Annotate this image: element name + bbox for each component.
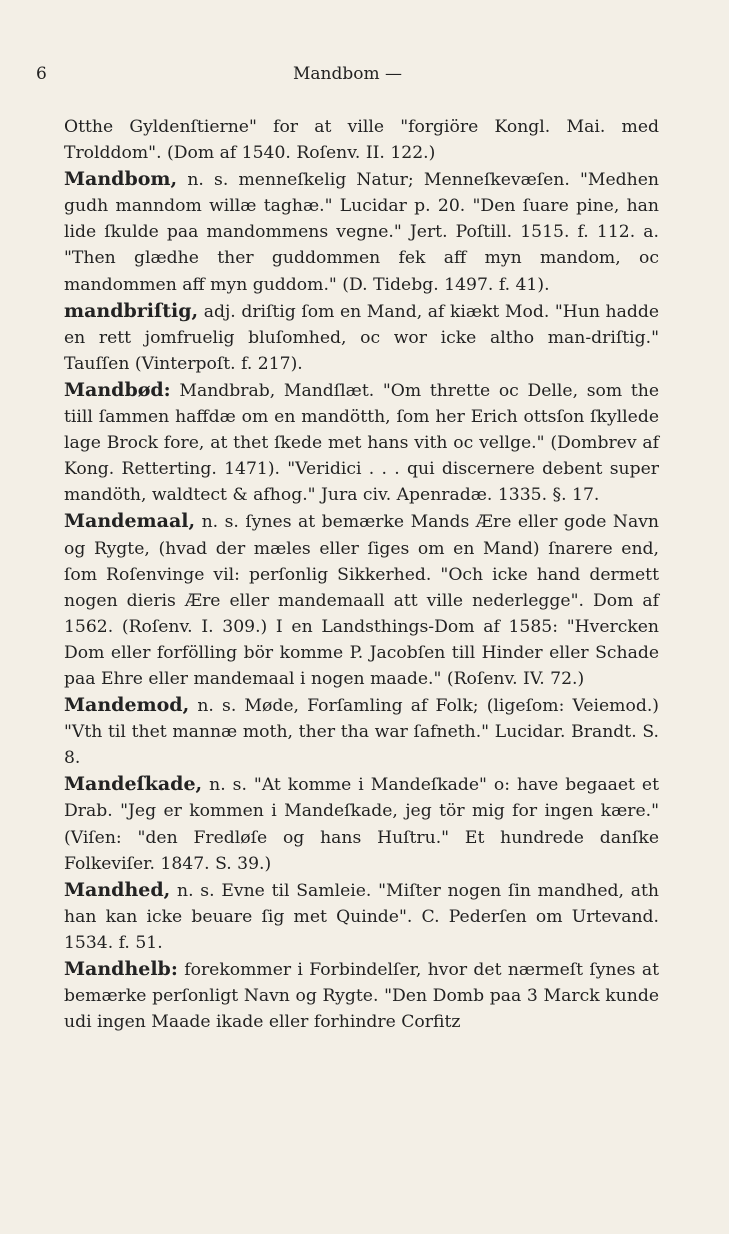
page-body	[64, 114, 659, 1035]
page-header	[36, 64, 659, 90]
entry-text: n. s. menneſkelig Natur; Menneſkevæſen. "Medhen gudh manndom willæ taghæ." Lucidar p. 20. "Den ſuare pine, han lide ſkulde paa mandommens vegne." Jert. Poſtill. 1515. f. 112. a. "Then glædhe ther guddommen fek aff myn mandom, oc mandommen aff myn guddom." (D. Tidebg. 1497. f. 41).	[64, 170, 659, 295]
entry	[64, 377, 659, 508]
entry	[64, 692, 659, 771]
entry-continuation	[64, 114, 659, 166]
entry	[64, 877, 659, 956]
entry-headword: Mandbød:	[64, 378, 171, 401]
entry	[64, 298, 659, 377]
entry-text: n. s. "At komme i Mandeſkade" o: have begaaet et Drab. "Jeg er kommen i Mandeſkade, jeg tör mig for ingen kære." (Viſen: "den Fredløſe og hans Huſtru." Et hundrede danſke Folkeviſer. 1847. S. 39.)	[64, 775, 660, 874]
entry-headword: Mandhelb:	[64, 958, 178, 980]
entry-text: Mandbrab, Mandſlæt. "Om thrette oc Delle, som the tiill ſammen haffdæ om en mandötth, ſom her Erich ottsſon ſkyllede lage Brock fore, at thet ſkede met hans vith oc vellge." (Dombrev af Kong. Retterting. 1471). "Veridici . . . qui discernere debent super mandöth, waldtect & afhog." Jura civ. Apenradæ. 1335. §. 17.	[64, 380, 659, 506]
entry-headword: Mandeſkade,	[64, 773, 203, 796]
entry	[64, 508, 659, 692]
entry-headword: Mandbom,	[64, 168, 178, 191]
entry-text: n. s. Møde, Forſamling af Folk; (ligeſom: Veiemod.) "Vth til thet mannæ moth, ther tha war ſafneth." Lucidar. Brandt. S. 8.	[64, 696, 659, 769]
entry-headword: Mandhed,	[64, 878, 171, 901]
entry	[64, 166, 659, 297]
entry-text: forekommer i Forbindelſer, hvor det nærmeſt ſynes at bemærke perſonligt Navn og Rygte. "Den Domb paa 3 Marck kunde udi ingen Maade ikade eller forhindre Corfitz	[64, 960, 659, 1033]
entry	[64, 771, 659, 876]
entry	[64, 956, 659, 1035]
entry-text: adj. driſtig ſom en Mand, af kiækt Mod. "Hun hadde en rett jomfruelig bluſomhed, oc wor icke altho man-driſtig." Tauſſen (Vinterpoſt. f. 217).	[64, 301, 660, 374]
entry-text: n. s. Evne til Samleie. "Miſter nogen ſin mandhed, ath han kan icke beuare ſig met Quinde". C. Pederſen om Urtevand. 1534. f. 51.	[64, 880, 659, 953]
entry-headword: mandbriſtig,	[64, 299, 199, 322]
entry-text: Otthe Gyldenſtierne" for at ville "forgiöre Kongl. Mai. med Trolddom". (Dom af 1540. Roſenv. II. 122.)	[64, 117, 659, 164]
page-number: 6	[36, 64, 47, 84]
running-title: Mandbom —	[292, 64, 402, 84]
entry-text: n. s. ſynes at bemærke Mands Ære eller gode Navn og Rygte, (hvad der mæles eller ſiges om en Mand) ſnarere end, ſom Roſenvinge vil: perſonlig Sikkerhed. "Och icke hand dermett nogen dieris Ære eller mandemaall att ville nederlegge". Dom af 1562. (Roſenv. I. 309.) I en Landsthings-Dom af 1585: "Hvercken Dom eller forfölling bör komme P. Jacobſen till Hinder eller Schade paa Ehre eller mandemaal i nogen maade." (Roſenv. IV. 72.)	[64, 512, 659, 689]
entry-headword: Mandemaal,	[64, 510, 196, 533]
entry-headword: Mandemod,	[64, 694, 190, 717]
